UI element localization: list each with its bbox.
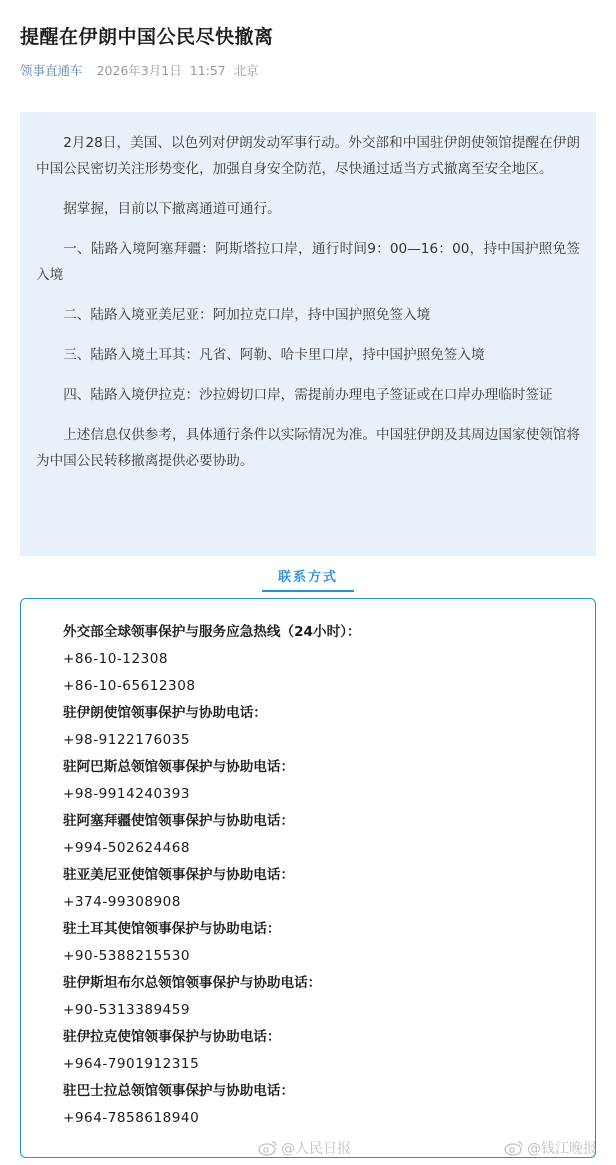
publish-time: 11:57	[189, 63, 226, 78]
notice-paragraph: 三、陆路入境土耳其：凡省、阿勒、哈卡里口岸，持中国护照免签入境	[63, 347, 485, 363]
article-meta	[20, 61, 259, 79]
watermark-qianjiang-evening	[504, 1138, 597, 1158]
notice-paragraph: 据掌握，目前以下撤离通道可通行。	[63, 201, 281, 217]
phone-number[interactable]: +86-10-65612308	[63, 678, 196, 694]
contact-label: 驻巴士拉总领馆领事保护与协助电话：	[63, 1083, 295, 1099]
source-link[interactable]: 领事直通车	[20, 63, 83, 78]
phone-number[interactable]: +98-9122176035	[63, 732, 191, 748]
phone-number[interactable]: +374-99308908	[63, 894, 181, 910]
contact-label: 驻伊斯坦布尔总领馆领事保护与协助电话：	[63, 975, 322, 991]
contact-label: 驻亚美尼亚使馆领事保护与协助电话：	[63, 867, 295, 883]
notice-paragraph: 2月28日，美国、以色列对伊朗发动军事行动。外交部和中国驻伊朗使领馆提醒在伊朗中国公民密切关注形势变化，加强自身安全防范，尽快通过适当方式撤离至安全地区。	[36, 135, 580, 177]
weibo-icon	[504, 1140, 524, 1156]
weibo-icon	[258, 1140, 278, 1156]
phone-number[interactable]: +90-5388215530	[63, 948, 191, 964]
publish-date: 2026年3月1日	[96, 63, 182, 78]
contact-label: 驻土耳其使馆领事保护与协助电话：	[63, 921, 281, 937]
watermark-text: @人民日报	[281, 1141, 351, 1157]
contact-label: 驻阿巴斯总领馆领事保护与协助电话：	[63, 759, 295, 775]
phone-number[interactable]: +86-10-12308	[63, 651, 169, 667]
publish-location: 北京	[233, 63, 259, 78]
phone-number[interactable]: +98-9914240393	[63, 786, 191, 802]
phone-number[interactable]: +90-5313389459	[63, 1002, 191, 1018]
notice-box	[20, 112, 596, 556]
phone-number[interactable]: +964-7858618940	[63, 1110, 200, 1126]
article-title: 提醒在伊朗中国公民尽快撤离	[20, 26, 274, 48]
contact-label: 驻伊朗使馆领事保护与协助电话：	[63, 705, 267, 721]
contact-label: 驻阿塞拜疆使馆领事保护与协助电话：	[63, 813, 295, 829]
watermark-text: @钱江晚报	[527, 1141, 597, 1157]
phone-number[interactable]: +964-7901912315	[63, 1056, 200, 1072]
contact-box	[20, 598, 596, 1158]
contact-label: 外交部全球领事保护与服务应急热线（24小时）：	[63, 624, 361, 640]
notice-paragraph: 二、陆路入境亚美尼亚：阿加拉克口岸，持中国护照免签入境	[63, 307, 431, 323]
notice-paragraph: 上述信息仅供参考，具体通行条件以实际情况为准。中国驻伊朗及其周边国家使领馆将为中国公民转移撤离提供必要协助。	[36, 427, 580, 469]
contact-heading-label: 联系方式	[262, 566, 354, 592]
phone-number[interactable]: +994-502624468	[63, 840, 191, 856]
contact-heading	[0, 566, 616, 592]
notice-paragraph: 一、陆路入境阿塞拜疆：阿斯塔拉口岸，通行时间9：00—16：00，持中国护照免签入境	[36, 241, 580, 283]
notice-paragraph: 四、陆路入境伊拉克：沙拉姆切口岸，需提前办理电子签证或在口岸办理临时签证	[63, 387, 553, 403]
watermark-people-daily	[258, 1138, 351, 1158]
contact-label: 驻伊拉克使馆领事保护与协助电话：	[63, 1029, 281, 1045]
